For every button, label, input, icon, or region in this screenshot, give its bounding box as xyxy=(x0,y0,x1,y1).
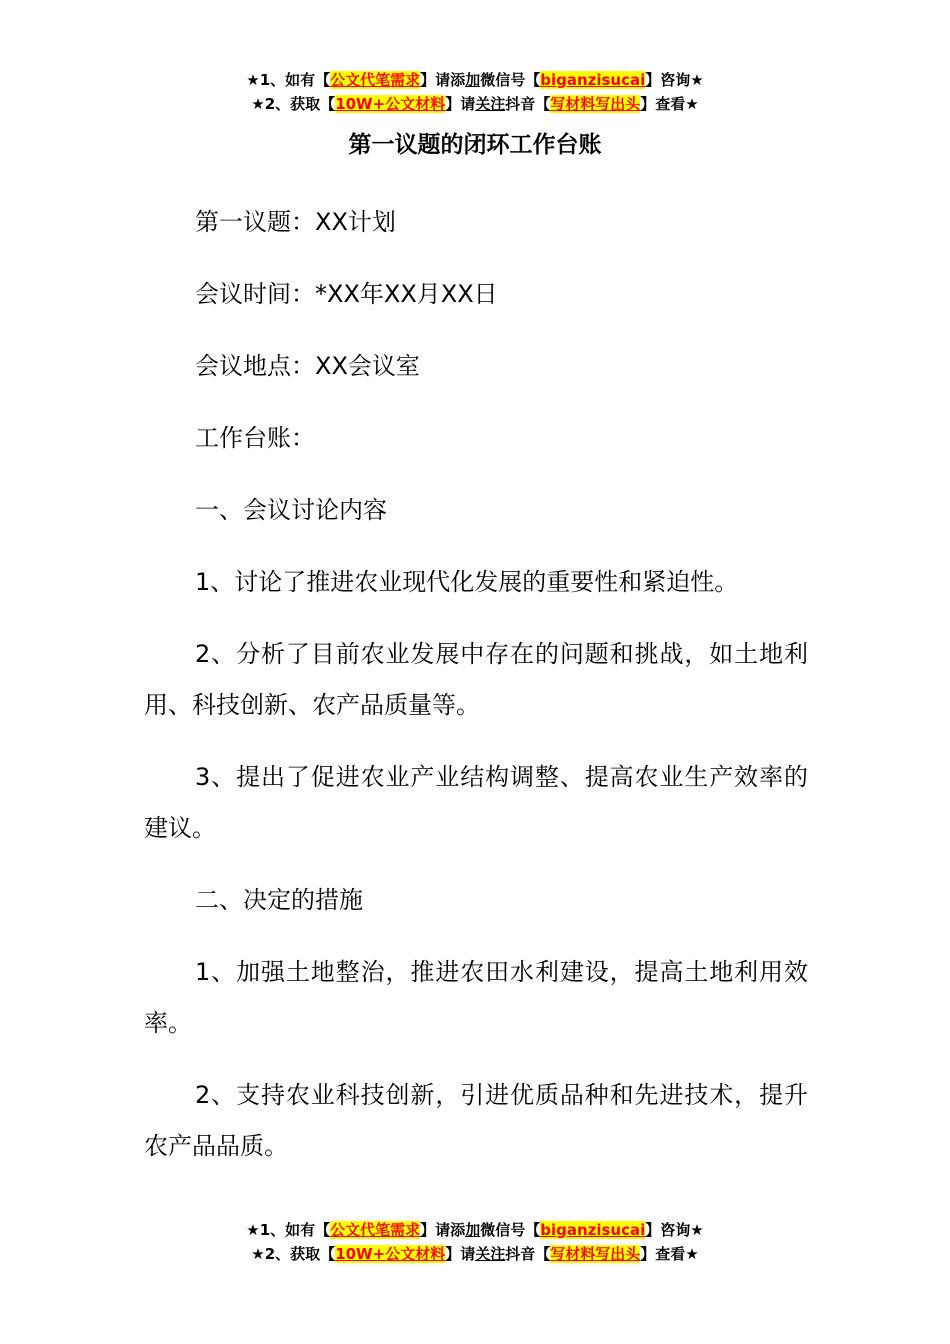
promo-text: 微信号【 xyxy=(480,1221,541,1239)
paragraph-measure-1: 1、加强土地整治，推进农田水利建设，提高土地利用效率。 xyxy=(144,958,808,1037)
paragraph-discussion-2: 2、分析了目前农业发展中存在的问题和挑战，如土地利用、科技创新、农产品质量等。 xyxy=(144,640,808,719)
promo-line-2 xyxy=(0,92,950,116)
paragraph-measure-2: 2、支持农业科技创新，引进优质品种和先进技术，提升农产品品质。 xyxy=(144,1081,808,1160)
promo-highlight: 公文代笔需求 xyxy=(330,1221,421,1239)
promo-highlight: 10W+公文材料 xyxy=(335,95,446,113)
section-heading-discussion: 一、会议讨论内容 xyxy=(195,496,387,524)
promo-text: ★2、获取【 xyxy=(251,95,336,113)
promo-highlight: 写材料写出头 xyxy=(550,95,641,113)
promo-text: 关注 xyxy=(475,1245,506,1263)
promo-text: 关注 xyxy=(475,95,506,113)
paragraph-topic: 第一议题：XX计划 xyxy=(195,208,396,236)
promo-highlight: 公文代笔需求 xyxy=(330,71,421,89)
promo-highlight: biganzisucai xyxy=(540,1221,646,1239)
promo-text: ★2、获取【 xyxy=(251,1245,336,1263)
promo-text: 】请 xyxy=(445,1245,476,1263)
promo-line-1 xyxy=(0,68,950,92)
promo-text: 】咨询★ xyxy=(645,71,704,89)
promo-text: 抖音【 xyxy=(505,1245,551,1263)
promo-line-2 xyxy=(0,1242,950,1266)
promo-banner-top xyxy=(0,68,950,116)
document-body xyxy=(144,197,808,1193)
promo-banner-bottom xyxy=(0,1218,950,1266)
promo-text: 抖音【 xyxy=(505,95,551,113)
promo-text: ★1、如有【 xyxy=(246,71,331,89)
paragraph-meeting-place: 会议地点：XX会议室 xyxy=(195,352,420,380)
promo-text: 微信号【 xyxy=(480,71,541,89)
promo-text: 加 xyxy=(465,1221,481,1239)
promo-text: 加 xyxy=(465,71,481,89)
promo-text: 】请 xyxy=(445,95,476,113)
promo-highlight: biganzisucai xyxy=(540,71,646,89)
document-title: 第一议题的闭环工作台账 xyxy=(348,132,602,158)
promo-text: 】咨询★ xyxy=(645,1221,704,1239)
promo-text: ★1、如有【 xyxy=(246,1221,331,1239)
paragraph-discussion-1: 1、讨论了推进农业现代化发展的重要性和紧迫性。 xyxy=(195,568,739,596)
paragraph-meeting-time: 会议时间：*XX年XX月XX日 xyxy=(195,280,498,308)
promo-text: 】查看★ xyxy=(640,95,699,113)
section-heading-measures: 二、决定的措施 xyxy=(195,886,363,914)
promo-highlight: 10W+公文材料 xyxy=(335,1245,446,1263)
promo-line-1 xyxy=(0,1218,950,1242)
promo-highlight: 写材料写出头 xyxy=(550,1245,641,1263)
promo-text: 】请添 xyxy=(420,71,466,89)
promo-text: 】查看★ xyxy=(640,1245,699,1263)
paragraph-discussion-3: 3、提出了促进农业产业结构调整、提高农业生产效率的建议。 xyxy=(144,763,808,842)
promo-text: 】请添 xyxy=(420,1221,466,1239)
paragraph-ledger-heading: 工作台账： xyxy=(195,424,315,452)
